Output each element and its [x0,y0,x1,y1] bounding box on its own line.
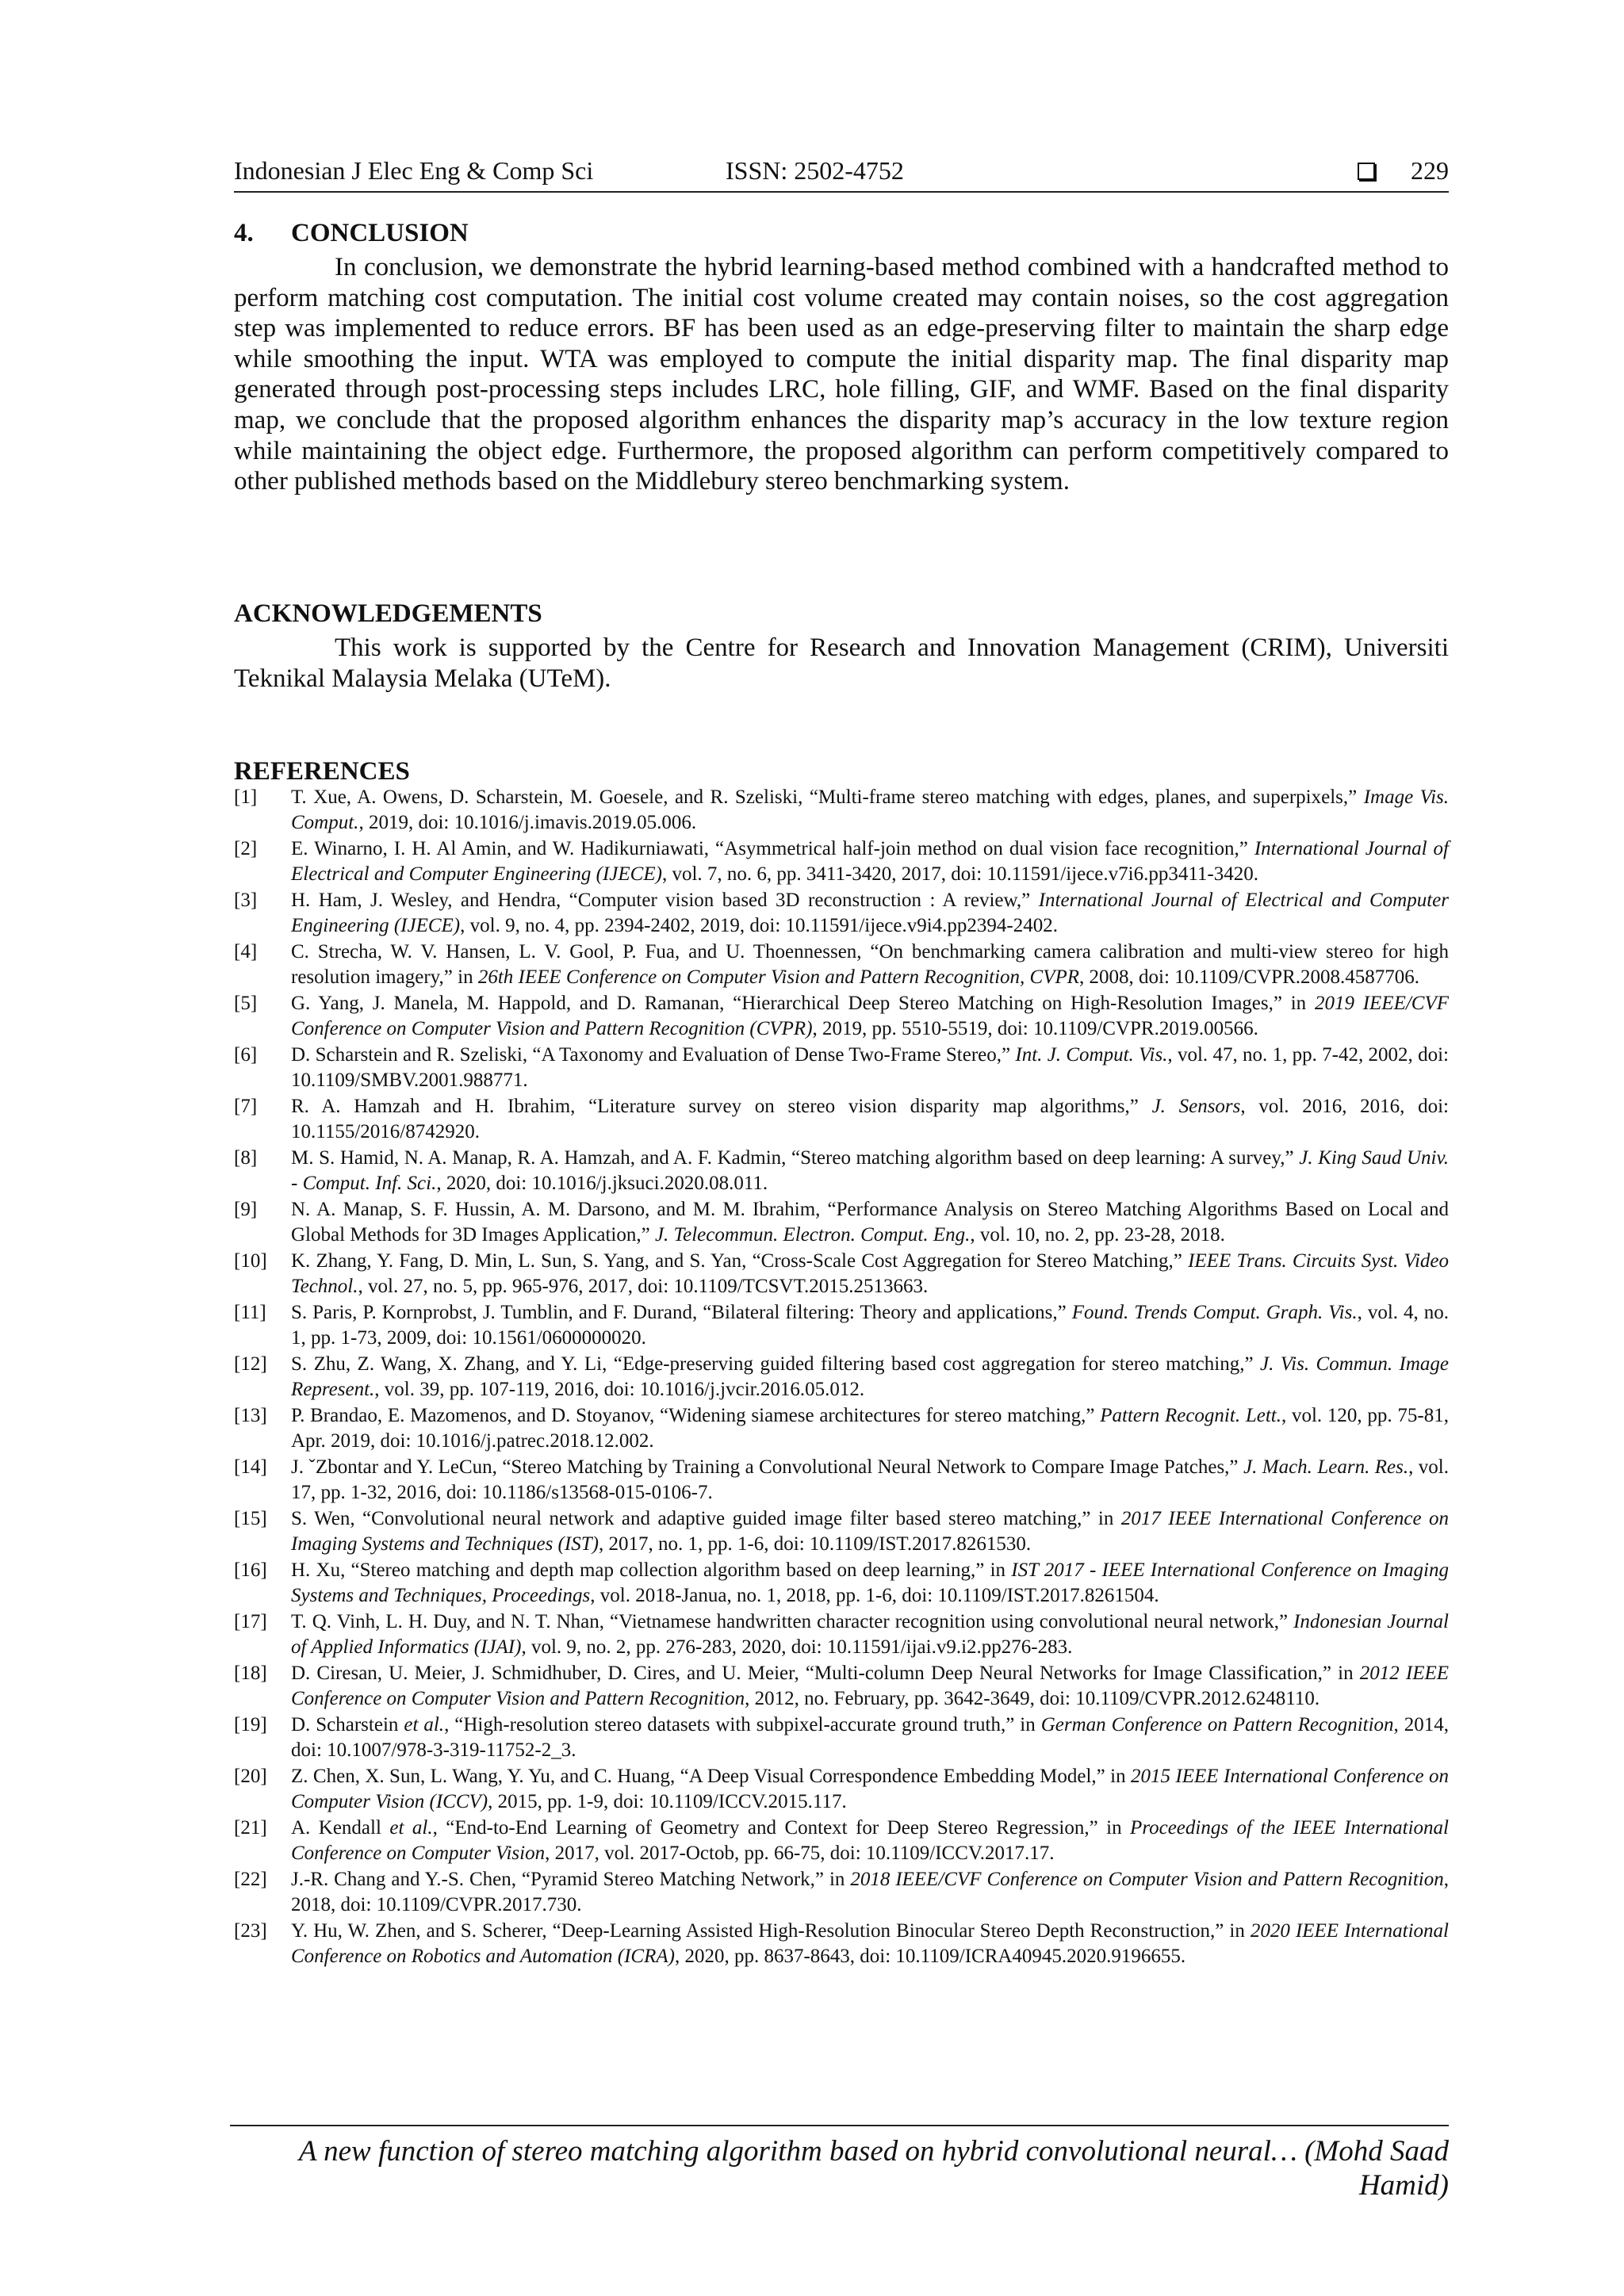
section-title: CONCLUSION [291,219,469,247]
issn: ISSN: 2502-4752 [726,156,904,185]
reference-item [234,939,1449,989]
conclusion-paragraph: In conclusion, we demonstrate the hybrid learning-based method combined with a handcrafted method to perform matching cost computation. The initial cost volume created may contain noises, so the cost aggregation step was implemented to reduce errors. BF has been used as an edge-preserving filter to maintain the sharp edge while smoothing the input. WTA was employed to compute the initial disparity map. The final disparity map generated through post-processing steps includes LRC, hole filling, GIF, and WMF. Based on the final disparity map, we conclude that the proposed algorithm enhances the disparity map’s accuracy in the low texture region while maintaining the object edge. Furthermore, the proposed algorithm can perform competitively compared to other published methods based on the Middlebury stereo benchmarking system. [234,253,1449,496]
reference-item [234,1146,1449,1196]
reference-item [234,1455,1449,1505]
reference-title: , “End-to-End Learning of Geometry and Context for Deep Stereo Regression,” in [432,1817,1131,1839]
reference-authors-title: N. A. Manap, S. F. Hussin, A. M. Darsono, and M. M. Ibrahim, “Performance Analysis on Stereo Matching Algorithms Based on Local and Global Methods for 3D Images Application,” [291,1199,1449,1246]
reference-details: , vol. 2016, 2016, doi: 10.1155/2016/8742920. [291,1096,1450,1142]
reference-number: [11] [234,1302,266,1323]
reference-authors-title: H. Xu, “Stereo matching and depth map collection algorithm based on deep learning,” in [291,1559,1012,1581]
reference-number: [16] [234,1559,267,1581]
reference-authors-title: J.-R. Chang and Y.-S. Chen, “Pyramid Stereo Matching Network,” in [291,1869,851,1890]
reference-venue: IST 2017 - IEEE International Conference on Imaging Systems and Techniques, Proceedings [291,1559,1449,1606]
reference-number: [5] [234,993,258,1014]
reference-number: [18] [234,1663,267,1684]
acknowledgements-heading: ACKNOWLEDGEMENTS [234,599,542,628]
reference-number: [17] [234,1611,267,1632]
references-heading: REFERENCES [234,757,410,786]
reference-number: [22] [234,1869,267,1890]
reference-title: , “High-resolution stereo datasets with subpixel-accurate ground truth,” in [444,1714,1041,1735]
reference-number: [6] [234,1044,258,1066]
reference-item [234,1249,1449,1299]
reference-number: [7] [234,1096,258,1117]
reference-details: , 2019, pp. 5510-5519, doi: 10.1109/CVPR.2019.00566. [812,1017,1258,1039]
reference-venue: 2017 IEEE International Conference on Imaging Systems and Techniques (IST) [291,1508,1449,1555]
reference-details: , vol. 2018-Janua, no. 1, 2018, pp. 1-6, doi: 10.1109/IST.2017.8261504. [590,1584,1159,1606]
reference-details: , 2019, doi: 10.1016/j.imavis.2019.05.006. [358,811,697,833]
reference-details: , 2017, vol. 2017-Octob, pp. 66-75, doi: 10.1109/ICCV.2017.17. [545,1842,1055,1864]
reference-number: [21] [234,1817,267,1839]
running-header [234,156,1449,193]
reference-number: [13] [234,1405,267,1426]
reference-details: , 2008, doi: 10.1109/CVPR.2008.4587706. [1079,966,1419,988]
reference-venue: J. Mach. Learn. Res. [1243,1456,1409,1478]
reference-authors-title: T. Xue, A. Owens, D. Scharstein, M. Goesele, and R. Szeliski, “Multi-frame stereo matching with edges, planes, and superpixels,” [291,786,1364,808]
reference-item [234,888,1449,938]
reference-item [234,1094,1449,1144]
reference-venue: Found. Trends Comput. Graph. Vis. [1071,1302,1358,1323]
reference-details: , 2012, no. February, pp. 3642-3649, doi: 10.1109/CVPR.2012.6248110. [745,1687,1320,1709]
reference-item [234,1558,1449,1608]
reference-details: , 2014, doi: 10.1007/978-3-319-11752-2_3. [291,1714,1449,1761]
reference-venue: Pattern Recognit. Lett. [1100,1405,1281,1426]
reference-details: , vol. 39, pp. 107-119, 2016, doi: 10.1016/j.jvcir.2016.05.012. [374,1378,865,1400]
reference-authors-title: S. Paris, P. Kornprobst, J. Tumblin, and F. Durand, “Bilateral filtering: Theory and applications,” [291,1302,1072,1323]
reference-authors-title: G. Yang, J. Manela, M. Happold, and D. Ramanan, “Hierarchical Deep Stereo Matching on High-Resolution Images,” in [291,993,1315,1014]
reference-number: [20] [234,1766,267,1787]
reference-venue: 26th IEEE Conference on Computer Vision and Pattern Recognition, CVPR [477,966,1080,988]
conclusion-heading [234,219,469,248]
reference-authors-title: H. Ham, J. Wesley, and Hendra, “Computer vision based 3D reconstruction : A review,” [291,890,1039,911]
reference-authors-title: T. Q. Vinh, L. H. Duy, and N. T. Nhan, “Vietnamese handwritten character recognition using convolutional neural network,” [291,1611,1294,1632]
reference-number: [12] [234,1353,267,1375]
reference-details: , 2020, pp. 8637-8643, doi: 10.1109/ICRA40945.2020.9196655. [674,1945,1186,1967]
reference-number: [10] [234,1250,267,1272]
reference-venue: J. Sensors [1151,1096,1241,1117]
reference-number: [9] [234,1199,258,1220]
page-number: 229 [1411,156,1449,185]
reference-details: , 2020, doi: 10.1016/j.jksuci.2020.08.011. [436,1172,768,1194]
reference-details: , 2015, pp. 1-9, doi: 10.1109/ICCV.2015.117. [488,1790,847,1812]
reference-venue: IEEE Trans. Circuits Syst. Video Technol. [291,1250,1449,1297]
reference-authors-title: K. Zhang, Y. Fang, D. Min, L. Sun, S. Yang, and S. Yan, “Cross-Scale Cost Aggregation for Stereo Matching,” [291,1250,1189,1272]
reference-number: [8] [234,1147,258,1169]
reference-authors-title: R. A. Hamzah and H. Ibrahim, “Literature survey on stereo vision disparity map algorithms,” [291,1096,1152,1117]
reference-details: , vol. 120, pp. 75-81, Apr. 2019, doi: 10.1016/j.patrec.2018.12.002. [291,1405,1449,1452]
reference-number: [2] [234,838,258,859]
reference-item [234,1764,1449,1814]
reference-authors-title: D. Ciresan, U. Meier, J. Schmidhuber, D. Cires, and U. Meier, “Multi-column Deep Neural Networks for Image Classification,” in [291,1663,1360,1684]
section-number: 4. [234,219,254,247]
reference-item [234,1300,1449,1350]
reference-authors-title: S. Wen, “Convolutional neural network and adaptive guided image filter based stereo matching,” in [291,1508,1121,1529]
reference-venue: 2015 IEEE International Conference on Computer Vision (ICCV) [291,1766,1449,1812]
reference-details: , vol. 4, no. 1, pp. 1-73, 2009, doi: 10.1561/0600000020. [291,1302,1449,1349]
reference-venue: Indonesian Journal of Applied Informatics (IJAI) [291,1611,1449,1658]
reference-venue: German Conference on Pattern Recognition [1040,1714,1394,1735]
reference-authors-title: S. Zhu, Z. Wang, X. Zhang, and Y. Li, “Edge-preserving guided filtering based cost aggregation for stereo matching,” [291,1353,1260,1375]
reference-venue: J. Vis. Commun. Image Represent. [291,1353,1449,1400]
reference-details: , vol. 47, no. 1, pp. 7-42, 2002, doi: 10.1109/SMBV.2001.988771. [291,1044,1449,1091]
reference-item [234,1043,1449,1093]
reference-item [234,1352,1449,1402]
reference-venue: J. Telecommun. Electron. Comput. Eng. [654,1223,971,1246]
reference-venue: Proceedings of the IEEE International Conference on Computer Vision [291,1817,1449,1864]
reference-details: , 2018, doi: 10.1109/CVPR.2017.730. [291,1869,1449,1915]
reference-venue: 2019 IEEE/CVF Conference on Computer Vision and Pattern Recognition (CVPR) [291,993,1449,1039]
reference-item [234,1867,1449,1917]
reference-list [234,785,1449,1970]
reference-item [234,1506,1449,1556]
reference-authors-title: Y. Hu, W. Zhen, and S. Scherer, “Deep-Learning Assisted High-Resolution Binocular Stereo Depth Reconstruction,” in [291,1920,1251,1942]
journal-name: Indonesian J Elec Eng & Comp Sci [234,156,594,185]
reference-details: , vol. 7, no. 6, pp. 3411-3420, 2017, doi: 10.11591/ijece.v7i6.pp3411-3420. [661,863,1258,885]
reference-details: , vol. 9, no. 4, pp. 2394-2402, 2019, doi: 10.11591/ijece.v9i4.pp2394-2402. [460,914,1059,936]
reference-number: [15] [234,1508,267,1529]
acknowledgements-paragraph: This work is supported by the Centre for Research and Innovation Management (CRIM), Universiti Teknikal Malaysia Melaka (UTeM). [234,633,1449,693]
reference-venue: International Journal of Electrical and Computer Engineering (IJECE) [291,890,1449,936]
reference-item [234,1403,1449,1453]
reference-venue: 2020 IEEE International Conference on Robotics and Automation (ICRA) [291,1920,1449,1967]
reference-details: , vol. 10, no. 2, pp. 23-28, 2018. [970,1223,1225,1246]
reference-item [234,1816,1449,1866]
reference-item [234,1609,1449,1659]
reference-authors-title: Z. Chen, X. Sun, L. Wang, Y. Yu, and C. Huang, “A Deep Visual Correspondence Embedding Model,” in [291,1766,1131,1787]
reference-et-al: et al. [404,1714,445,1735]
reference-details: , vol. 9, no. 2, pp. 276-283, 2020, doi: 10.11591/ijai.v9.i2.pp276-283. [521,1636,1073,1658]
reference-authors-title: D. Scharstein [291,1714,404,1735]
reference-number: [3] [234,890,258,911]
reference-venue: Image Vis. Comput. [291,786,1449,833]
reference-et-al: et al. [389,1817,433,1839]
reference-number: [14] [234,1456,267,1478]
reference-item [234,836,1449,886]
reference-authors-title: J. ˇZbontar and Y. LeCun, “Stereo Matching by Training a Convolutional Neural Network to Compare Image Patches,” [291,1456,1243,1478]
reference-item [234,991,1449,1041]
reference-item [234,1712,1449,1762]
reference-item [234,1661,1449,1711]
reference-venue: Int. J. Comput. Vis. [1015,1044,1168,1066]
reference-number: [4] [234,941,258,962]
reference-venue: International Journal of Electrical and Computer Engineering (IJECE) [291,838,1449,885]
reference-details: , vol. 17, pp. 1-32, 2016, doi: 10.1186/s13568-015-0106-7. [291,1456,1450,1503]
reference-item [234,1919,1449,1969]
reference-number: [23] [234,1920,267,1942]
reference-item [234,785,1449,835]
reference-authors-title: M. S. Hamid, N. A. Manap, R. A. Hamzah, and A. F. Kadmin, “Stereo matching algorithm based on deep learning: A survey,” [291,1147,1300,1169]
square-bullet-icon [1358,163,1375,180]
reference-authors-title: D. Scharstein and R. Szeliski, “A Taxonomy and Evaluation of Dense Two-Frame Stereo,” [291,1044,1016,1066]
reference-authors-title: P. Brandao, E. Mazomenos, and D. Stoyanov, “Widening siamese architectures for stereo matching,” [291,1405,1101,1426]
reference-venue: 2018 IEEE/CVF Conference on Computer Vision and Pattern Recognition [850,1869,1444,1890]
reference-venue: J. King Saud Univ. - Comput. Inf. Sci. [291,1147,1449,1194]
reference-item [234,1197,1449,1247]
reference-details: , vol. 27, no. 5, pp. 965-976, 2017, doi: 10.1109/TCSVT.2015.2513663. [358,1275,929,1297]
reference-authors-title: A. Kendall [291,1817,390,1839]
reference-number: [1] [234,786,258,808]
reference-details: , 2017, no. 1, pp. 1-6, doi: 10.1109/IST.2017.8261530. [598,1533,1032,1555]
reference-venue: 2012 IEEE Conference on Computer Vision and Pattern Recognition [291,1663,1450,1709]
reference-authors-title: E. Winarno, I. H. Al Amin, and W. Hadikurniawati, “Asymmetrical half-join method on dual vision face recognition,” [291,838,1254,859]
reference-authors-title: C. Strecha, W. V. Hansen, L. V. Gool, P. Fua, and U. Thoennessen, “On benchmarking camera calibration and multi-view stereo for high resolution imagery,” in [291,941,1449,988]
reference-number: [19] [234,1714,267,1735]
running-footer: A new function of stereo matching algorithm based on hybrid convolutional neural… (Mohd Saad Hamid) [230,2125,1449,2202]
